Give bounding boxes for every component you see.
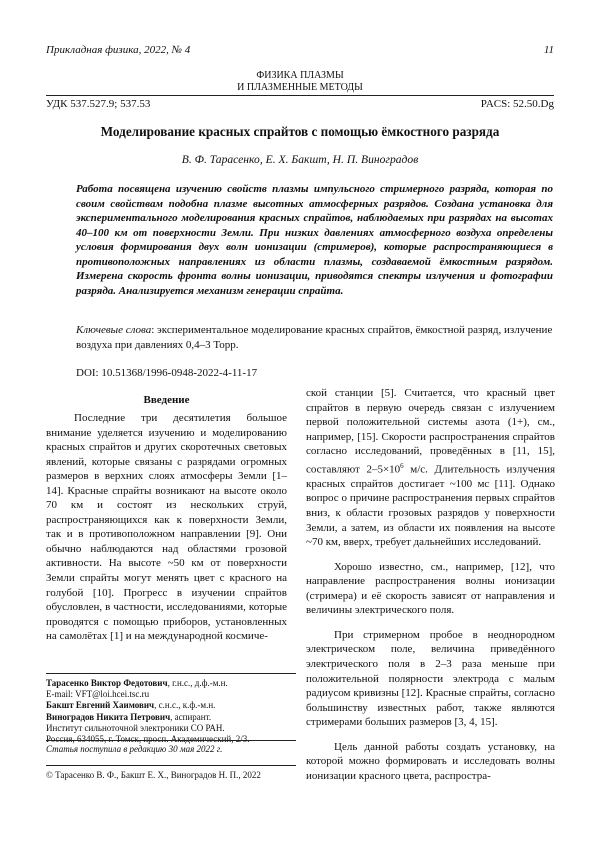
author-2-name: Бакшт Евгений Хаимович [46, 700, 155, 711]
journal-header: Прикладная физика, 2022, № 4 [46, 44, 191, 56]
udk-code: УДК 537.527.9; 537.53 [46, 98, 151, 110]
institution-address: Россия, 634055, г. Томск, просп. Академический, 2/3. [46, 734, 250, 745]
keywords [76, 323, 553, 352]
author-3-role: , аспирант. [170, 711, 212, 722]
section-divider [46, 95, 554, 96]
doi: DOI: 10.51368/1996-0948-2022-4-11-17 [76, 367, 258, 379]
right-paragraph-1 [306, 386, 555, 550]
right-paragraph-2: Хорошо известно, см., например, [12], что направление распространения волны ионизации (стримера) и её скорость зависят от направления и величины электрического поля. [306, 560, 555, 617]
right-paragraph-4: Цель данной работы создать установку, на которой можно формировать и исследовать волны ионизации красного цвета, распростра- [306, 740, 555, 782]
author-1-role: , г.н.с., д.ф.-м.н. [167, 678, 228, 688]
page-number: 11 [543, 44, 554, 56]
article-authors: В. Ф. Тарасенко, Е. Х. Бакшт, Н. П. Виноградов [181, 153, 419, 166]
author-2 [46, 700, 296, 711]
section-line-2: И ПЛАЗМЕННЫЕ МЕТОДЫ [237, 82, 363, 93]
keywords-label: Ключевые слова [76, 324, 152, 336]
left-column [46, 411, 287, 644]
right-paragraph-1-text: ской станции [5]. Считается, что красный цвет спрайтов в первую очередь связан с излучением первой положительной системы азота (1+), см., например, [15]. Скорости распространения спрайтов согласно исследований, проведённых в [11, 15], составляют 2–5×10 [306, 387, 555, 476]
author-3-name: Виноградов Никита Петрович [46, 711, 171, 722]
author-2-role: , с.н.с., к.ф.-м.н. [154, 700, 216, 711]
introduction-heading: Введение [143, 394, 190, 406]
received-divider [46, 740, 296, 741]
exponent: 6 [400, 461, 404, 470]
institution: Институт сильноточной электроники СО РАН. [46, 722, 225, 733]
article-title: Моделирование красных спрайтов с помощью ёмкостного разряда [100, 124, 500, 139]
copyright: © Тарасенко В. Ф., Бакшт Е. Х., Виноградов Н. П., 2022 [46, 770, 261, 780]
pacs-code: PACS: 52.50.Dg [480, 98, 554, 110]
author-1-name: Тарасенко Виктор Федотович [46, 678, 168, 688]
keywords-text: : экспериментальное моделирование красных спрайтов, ёмкостной разряд, излучение воздуха при давлениях 0,4–3 Торр. [76, 324, 553, 351]
right-paragraph-3: При стримерном пробое в неоднородном электрическом поле, величина приведённого электрического поля в 2–3 раза меньше при положительной полярности электрода с малым радиусом кривизны [12]. Красные спрайты, согласно большинству известных работ, также являются стримерами больших размеров [3, 4, 15]. [306, 628, 555, 729]
author-1 [46, 678, 296, 689]
abstract: Работа посвящена изучению свойств плазмы импульсного стримерного разряда, которая по своим свойствам подобна плазме высотных атмосферных разрядов. Создана установка для экспериментального моделирования красных спрайтов, наблюдаемых при разрядах на высотах 40–100 км от поверхности Земли. При низких давлениях атмосферного воздуха определены условия формирования двух волн ионизации (стримеров), которые распространяющиеся в противоположных направлениях из области плазмы, создаваемой ёмкостным разрядом. Измерена скорость фронта волны ионизации, приводятся спектры излучения и фотографии разряда. Анализируется механизм генерации спрайта. [76, 183, 553, 297]
author-affiliations [46, 678, 296, 745]
right-column [306, 386, 555, 783]
intro-paragraph-1: Последние три десятилетия большое внимание уделяется изучению и моделированию красных спрайтов и других скоротечных световых явлений, которые связаны с разрядами огромных размеров в верхних слоях атмосферы Земли [1–14]. Красные спрайты возникают на высоте около 70 км и состоят из нескольких струй, распространяющихся как к поверхности Земли, так и в противоположном направлении [9]. Они обычно наблюдаются над областями грозовой активности. На высоте ~50 км от поверхности Земли спрайты могут менять цвет с красного на голубой [10]. Прогресс в изучении спрайтов обусловлен, в частности, исследованиями, которые проводятся с помощью приборов, установленных на самолётах [1] и на международной космиче- [46, 412, 287, 643]
section-line-1: ФИЗИКА ПЛАЗМЫ [256, 70, 344, 81]
author-1-email: E-mail: VFT@loi.hcei.tsc.ru [46, 689, 150, 700]
copyright-divider [46, 765, 296, 766]
footnote-divider [46, 673, 296, 674]
author-3 [46, 712, 296, 723]
received-date: Статья поступила в редакцию 30 мая 2022 г. [46, 744, 223, 754]
right-paragraph-1-tail: м/с. Длительность излучения красных спрайтов достигает ~100 мс [11]. Однако вопрос о причине распространения первых спрайтов вниз, к области грозовых разрядов у поверхности Земли, а затем, из области их появления на высоте ~70 км, вверх, требует дальнейших исследований. [306, 463, 556, 549]
section-title [0, 70, 600, 94]
